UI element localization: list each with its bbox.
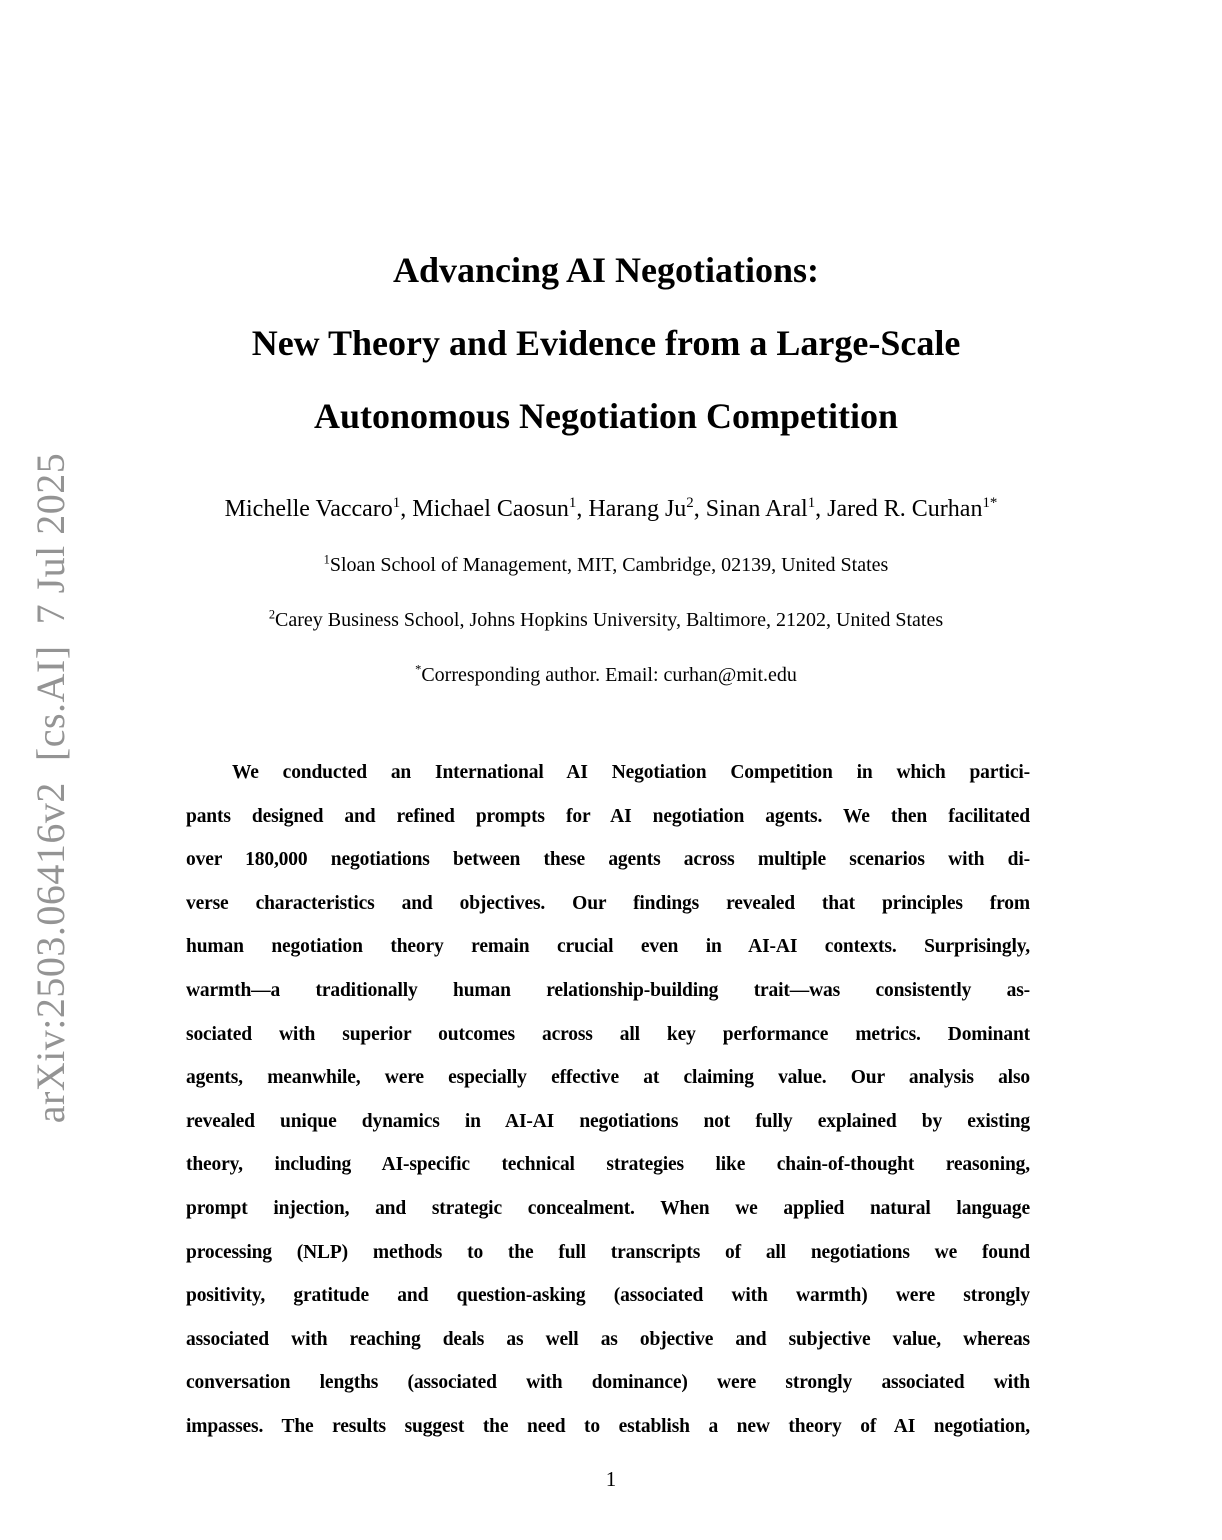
paper-title-line: Autonomous Negotiation Competition [313, 396, 898, 436]
abstract-line: verse characteristics and objectives. Our findings revealed that principles from [186, 892, 1030, 914]
author-affiliation-sup: 1 [807, 495, 816, 511]
author-affiliation-sup: 1 [392, 495, 401, 511]
affiliation-text: Carey Business School, Johns Hopkins University, Baltimore, 21202, United States [275, 609, 944, 631]
author-list [0, 494, 1222, 524]
abstract-line: prompt injection, and strategic concealment. When we applied natural language [186, 1197, 1030, 1219]
abstract-line: conversation lengths (associated with dominance) were strongly associated with [186, 1372, 1030, 1394]
paper-title [186, 234, 1026, 453]
page-number: 1 [605, 1467, 617, 1491]
author-separator: , [693, 496, 706, 522]
affiliation-sup: 2 [268, 607, 276, 622]
author-name: Harang Ju [588, 496, 687, 522]
author-name: Jared R. Curhan [827, 496, 983, 522]
affiliation-sup: 1 [323, 552, 330, 567]
author [412, 496, 588, 522]
author-affiliation-sup: 2 [686, 495, 694, 511]
affiliation-text: Sloan School of Management, MIT, Cambridge, 02139, United States [329, 554, 889, 576]
abstract-line: sociated with superior outcomes across all key performance metrics. Dominant [186, 1023, 1030, 1045]
author-separator: , [576, 496, 589, 522]
abstract-line: warmth—a traditionally human relationship-building trait—was consistently as- [186, 979, 1030, 1001]
arxiv-watermark: arXiv:2503.06416v2 [cs.AI] 7 Jul 2025 [28, 452, 73, 1124]
corresponding-author-line [186, 661, 1026, 689]
affiliation-line [186, 606, 1026, 634]
corresponding-author-sup: * [415, 662, 422, 677]
author [225, 496, 413, 522]
abstract-line: processing (NLP) methods to the full transcripts of all negotiations we found [186, 1241, 1030, 1263]
author-separator: , [815, 496, 828, 522]
author-separator: , [400, 496, 413, 522]
abstract-line: We conducted an International AI Negotiation Competition in which partici- [232, 762, 1030, 783]
author-name: Michelle Vaccaro [224, 496, 393, 522]
author-name: Michael Caosun [412, 496, 569, 522]
abstract-line: impasses. The results suggest the need to establish a new theory of AI negotiation, [186, 1415, 1030, 1437]
abstract-line: revealed unique dynamics in AI-AI negotiations not fully explained by existing [186, 1110, 1030, 1132]
abstract-line: human negotiation theory remain crucial even in AI-AI contexts. Surprisingly, [186, 936, 1030, 958]
corresponding-author-text: Corresponding author. Email: curhan@mit.edu [421, 664, 797, 686]
affiliation-list [186, 551, 1026, 634]
paper-title-line: Advancing AI Negotiations: [392, 250, 820, 290]
abstract-line: pants designed and refined prompts for AI negotiation agents. We then facilitated [186, 805, 1030, 827]
author [706, 496, 827, 522]
affiliations-block [186, 551, 1026, 689]
abstract-line: over 180,000 negotiations between these agents across multiple scenarios with di- [186, 849, 1030, 871]
affiliation-line [186, 551, 1026, 579]
author [588, 496, 705, 522]
abstract-line: agents, meanwhile, were especially effective at claiming value. Our analysis also [186, 1067, 1030, 1089]
author-name: Sinan Aral [705, 496, 808, 522]
abstract-line: associated with reaching deals as well as objective and subjective value, whereas [186, 1328, 1030, 1350]
author-affiliation-sup: 1* [982, 495, 998, 511]
abstract [186, 751, 1030, 1449]
paper-title-line: New Theory and Evidence from a Large-Scale [251, 323, 961, 363]
abstract-line: positivity, gratitude and question-asking (associated with warmth) were strongly [186, 1285, 1030, 1307]
author [827, 496, 997, 522]
abstract-line: theory, including AI-specific technical strategies like chain-of-thought reasoning, [186, 1154, 1030, 1176]
author-affiliation-sup: 1 [568, 495, 577, 511]
